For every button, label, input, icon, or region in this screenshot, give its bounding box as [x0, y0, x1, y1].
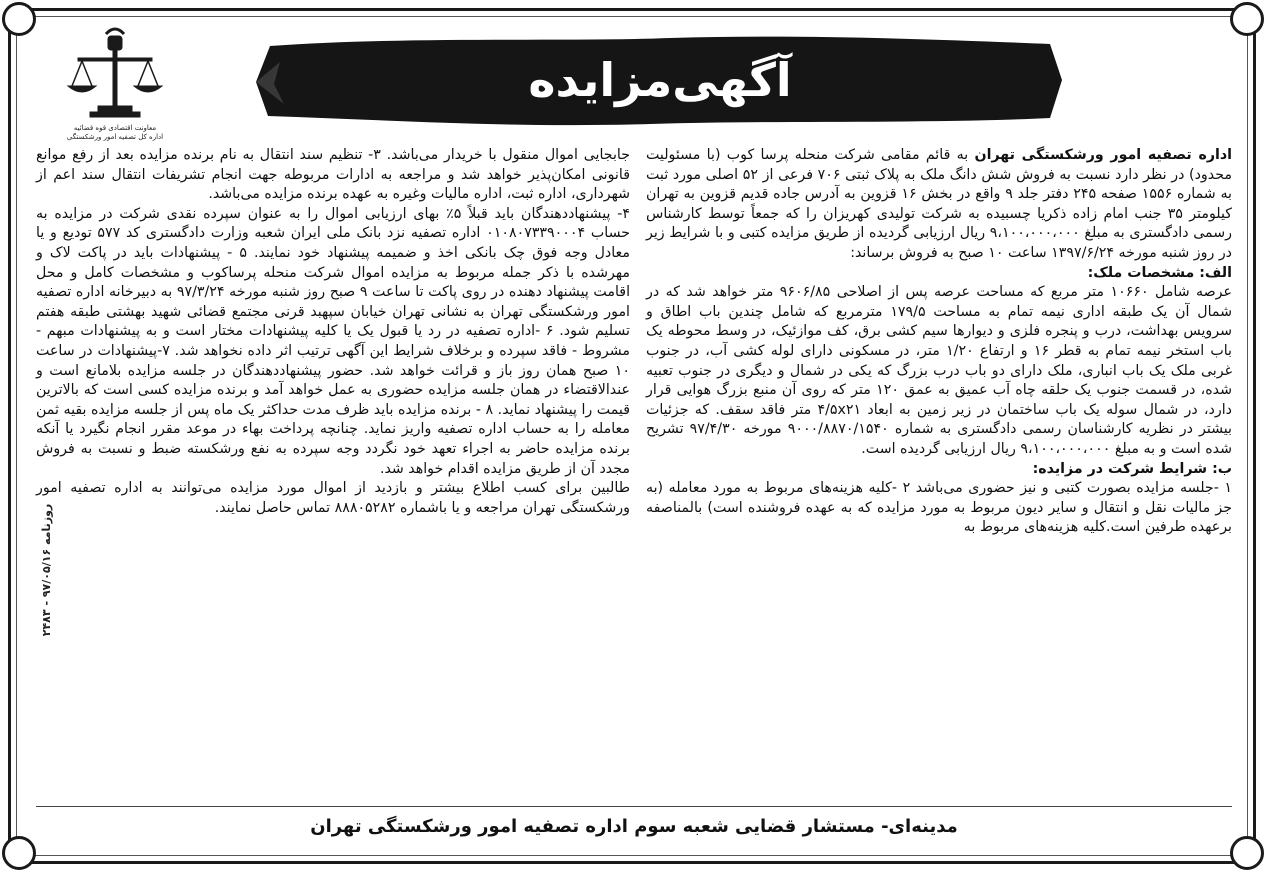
signature-line: مدینه‌ای- مستشار قضایی شعبه سوم اداره تصفیه امور ورشکستگی تهران — [310, 816, 958, 837]
section-b-body: ۱ -جلسه مزایده بصورت کتبی و نیز حضوری می‌باشد ۲ -کلیه هزینه‌های مربوط به مورد معامله (به جز مالیات نقل و انتقال و سایر دیون مربوط به مورد مزایده که به عهده فروشنده است) بالمناصفه برعهده طرفین است.کلیه هزینه‌های مربوط به — [646, 480, 1232, 536]
corner-ornament — [2, 2, 36, 36]
notice-title: آگهی‌مزایده — [528, 53, 792, 107]
left-text-column — [36, 146, 630, 518]
corner-ornament — [1230, 2, 1264, 36]
intro-paragraph — [646, 146, 1232, 264]
scales-of-justice-icon — [40, 24, 190, 124]
section-a-body: عرصه شامل ۱۰۶۶۰ متر مربع که مساحت عرصه پس از اصلاحی ۹۶۰۶/۸۵ متر خواهد شد که در شمال آن یک طبقه اداری نیمه تمام به مساحت ۱۷۹/۵ مترمربع که شامل چندین باب اطاق و سرویس بهداشت، درب و پنجره فلزی و دیوارها سیم کشی برق، کف موازئیک، در وسط محوطه یک باب استخر نیمه تمام به قطر ۱۶ و ارتفاع ۱/۲۰ متر، در مسکونی دارای لوله کشی آب، در جنوب غربی ملک یک باب انباری، ملک دارای دو باب درب بزرگ که یکی در شمال و دیگری در جنوب تعبیه شده، در قسمت جنوب یک حلقه چاه آب عمیق به عمق ۱۲۰ متر که روی آن منبع بزرگ هوایی قرار دارد، در شمال سوله یک باب ساختمان در زیر زمین به ابعاد ۴/۵x۲۱ متر فاقد سقف. که جزئیات بیشتر در نظریه کارشناسان رسمی دادگستری به شماره ۹۰۰۰/۸۸۷۰/۱۵۴۰ مورخه ۹۷/۴/۳۰ تشریح شده است و به مبلغ ۹،۱۰۰،۰۰۰،۰۰۰ ریال ارزیابی گردیده است. — [646, 284, 1232, 457]
intro-text: به قائم مقامی شرکت منحله پرسا کوب (با مسئولیت محدود) در نظر دارد نسبت به فروش شش دانگ ملک به پلاک ثبتی ۷۰۶ فرعی از ۵۲ اصلی مورد ثبت به شماره ۱۵۵۶ صفحه ۲۴۵ دفتر جلد ۹ واقع در بخش ۱۶ قزوین به آدرس جاده قدیم قزوین به تهران کیلومتر ۳۵ جنب امام زاده ذکریا چسبیده به شرکت تولیدی کهریزان را که جمعاً توسط کارشناس رسمی دادگستری به مبلغ ۹،۱۰۰،۰۰۰،۰۰۰ ریال ارزیابی گردیده از طریق مزایده کتبی و با شرایط زیر در روز شنبه مورخه ۱۳۹۷/۶/۲۴ ساعت ۱۰ صبح به فروش برساند: — [646, 147, 1233, 261]
right-text-column — [646, 146, 1232, 538]
footer-divider — [36, 806, 1232, 807]
section-a-heading: الف: مشخصات ملک: — [1087, 264, 1232, 281]
conditions-paragraph-1: جابجایی اموال منقول با خریدار می‌باشد. ۳- تنظیم سند انتقال به نام برنده مزایده بعد از رفع موانع قانونی امکان‌پذیر خواهد شد و مراجعه به ادارات مربوطه جهت انجام تشریفات انتقال سند اعم از شهرداری، اداره ثبت، اداره مالیات وغیره به عهده برنده مزایده می‌باشد. — [36, 147, 630, 203]
newspaper-date-note: روزنامه ۹۷/۰۵/۱۶ - ۲۴۸۳ — [40, 503, 53, 637]
logo-caption — [40, 124, 190, 142]
conditions-paragraph-2: ۴- پیشنهاددهندگان باید قبلاً ۵٪ بهای ارزیابی اموال را به عنوان سپرده نقدی شرکت در مزایده به حساب ۰۱۰۸۰۷۳۳۹۰۰۰۴ اداره تصفیه نزد بانک ملی ایران شعبه وزارت دادگستری کد ۵۷۷ تودیع و یا معادل وجه فوق چک بانکی اخذ و ضمیمه پیشنهاد خود نمایند. ۵ - پیشنهادات باید در پاکت لاک و مهرشده با ذکر جمله مربوط به مزایده اموال شرکت منحله پرساکوب و مشخصات کامل و محل اقامت پیشنهاد دهنده در روی پاکت تا ساعت ۹ صبح روز شنبه مورخه ۹۷/۳/۲۴ به دبیرخانه اداره تصفیه امور ورشکستگی تهران به نشانی تهران خیابان سپهبد قرنی مجتمع قضائی شهید بهشتی طبقه هفتم تسلیم شود. ۶ -اداره تصفیه در رد یا قبول یک یا کلیه پیشنهادات مختار است و به پیشنهادات مبهم - مشروط - فاقد سپرده و برخلاف شرایط این آگهی ترتیب اثر داده نخواهد شد. ۷-پیشنهادات در ساعت ۱۰ صبح همان روز باز و قرائت خواهد شد. حضور پیشنهاددهندگان در جلسه مزایده بلامانع است و عندالاقتضاء در همان جلسه مزایده حضوری به عمل خواهد آمد و برنده مزایده کسی است که بالاترین قیمت را پیشنهاد نماید. ۸ - برنده مزایده باید ظرف مدت حداکثر یک ماه پس از جلسه مزایده بقیه ثمن معامله را به حساب اداره تصفیه واریز نماید. چنانچه پرداخت بهاء در موعد مقرر انجام نگیرد یا آنکه برنده مزایده حاضر به اجراء تعهد خود نگردد وجه سپرده به نفع ورشکسته ضبط و نسبت به فروش مجدد آن از طریق مزایده اقدام خواهد شد. — [36, 205, 631, 477]
section-b-heading: ب: شرایط شرکت در مزایده: — [1032, 460, 1232, 477]
corner-ornament — [1230, 836, 1264, 870]
contact-paragraph: طالبین برای کسب اطلاع بیشتر و بازدید از اموال مورد مزایده می‌توانند به اداره تصفیه امور ورشکستگی تهران مراجعه و یا باشماره ۸۸۸۰۵۲۸۲ تماس حاصل نمایند. — [36, 480, 630, 516]
title-banner — [250, 32, 1070, 128]
corner-ornament — [2, 836, 36, 870]
logo-caption-line: معاونت اقتصادی قوه قضائیه — [73, 124, 157, 132]
logo-caption-line: اداره کل تصفیه امور ورشکستگی — [66, 133, 164, 141]
intro-organization: اداره تصفیه امور ورشکستگی تهران — [974, 147, 1232, 163]
